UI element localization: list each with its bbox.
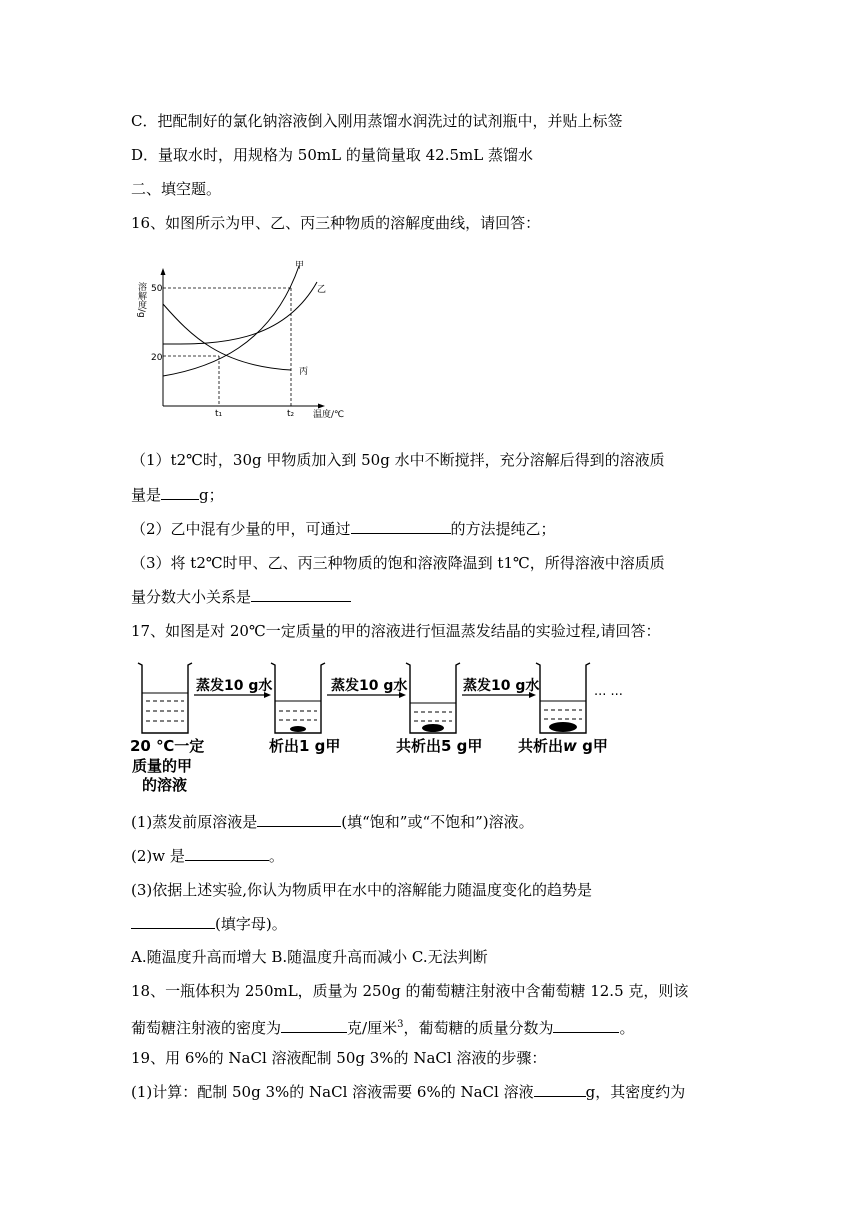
label-bing: 丙 xyxy=(299,367,309,377)
beaker-4 xyxy=(536,663,590,733)
ellipsis: ... ... xyxy=(594,684,623,699)
answer-blank[interactable] xyxy=(161,485,199,500)
solubility-curve-figure xyxy=(131,256,361,421)
q18-line2: 葡萄糖注射液的密度为 克/厘米$^3$，葡萄糖的质量分数为 。 xyxy=(131,1019,635,1037)
answer-blank[interactable] xyxy=(553,1018,619,1033)
option-c: C．把配制好的氯化钠溶液倒入刚用蒸馏水润洗过的试剂瓶中，并贴上标签 xyxy=(131,112,623,130)
q16-part1-line1: （1）t2℃时，30g 甲物质加入到 50g 水中不断搅拌，充分溶解后得到的溶液质 xyxy=(131,451,665,469)
answer-blank[interactable] xyxy=(131,914,215,929)
answer-blank[interactable] xyxy=(257,812,341,827)
curve-jia xyxy=(163,266,299,376)
curve-bing xyxy=(163,304,291,370)
answer-blank[interactable] xyxy=(351,519,451,534)
option-d: D．量取水时，用规格为 50mL 的量筒量取 42.5mL 蒸馏水 xyxy=(131,146,533,164)
q17-part3-line1: (3)依据上述实验,你认为物质甲在水中的溶解能力随温度变化的趋势是 xyxy=(131,881,593,899)
q19-part1: (1)计算：配制 50g 3%的 NaCl 溶液需要 6%的 NaCl 溶液 g，其密度约为 xyxy=(131,1083,686,1101)
answer-blank[interactable] xyxy=(251,587,351,602)
question-18: 18、一瓶体积为 250mL，质量为 250g 的葡萄糖注射液中含葡萄糖 12.5 克，则该 xyxy=(131,982,689,1000)
q17-part3-line2: (填字母)。 xyxy=(131,914,287,934)
arrow-label-2: 蒸发10 g水 xyxy=(331,678,408,694)
question-19: 19、用 6%的 NaCl 溶液配制 50g 3%的 NaCl 溶液的步骤： xyxy=(131,1049,547,1067)
answer-blank[interactable] xyxy=(281,1018,347,1033)
q17-options: A.随温度升高而增大 B.随温度升高而减小 C.无法判断 xyxy=(131,948,488,966)
caption-2: 析出1 g甲 xyxy=(269,737,341,755)
caption-1-line3: 的溶液 xyxy=(142,776,188,794)
y-tick-50: 50 xyxy=(151,284,163,294)
beaker-3 xyxy=(406,663,460,733)
q16-part2: （2）乙中混有少量的甲，可通过 的方法提纯乙； xyxy=(131,520,556,538)
q16-part3-line1: （3）将 t2℃时甲、乙、丙三种物质的饱和溶液降温到 t1℃，所得溶液中溶质质 xyxy=(131,554,665,572)
arrow-label-1: 蒸发10 g水 xyxy=(196,678,273,694)
q17-part1: (1)蒸发前原溶液是 (填“饱和”或“不饱和”)溶液。 xyxy=(131,813,534,831)
section-heading: 二、填空题。 xyxy=(131,180,222,198)
x-tick-t2: t₂ xyxy=(287,409,295,419)
question-17: 17、如图是对 20℃一定质量的甲的溶液进行恒温蒸发结晶的实验过程,请回答： xyxy=(131,622,661,640)
answer-blank[interactable] xyxy=(534,1082,586,1097)
y-tick-20: 20 xyxy=(151,353,163,363)
label-yi: 乙 xyxy=(317,285,327,295)
q16-part1-line2: 量是 g； xyxy=(131,486,224,504)
beaker-2 xyxy=(271,663,325,733)
arrow-label-3: 蒸发10 g水 xyxy=(463,678,540,694)
caption-1-line1: 20 ℃一定 xyxy=(130,737,205,755)
beaker-1 xyxy=(138,663,192,733)
q16-part3-line2: 量分数大小关系是 xyxy=(131,587,351,607)
evaporation-figure xyxy=(128,657,638,797)
caption-4: 共析出w g甲 xyxy=(518,737,608,755)
caption-3: 共析出5 g甲 xyxy=(396,737,483,755)
curve-yi xyxy=(163,282,317,344)
caption-1-line2: 质量的甲 xyxy=(132,757,193,775)
y-axis-label: 溶解度/g xyxy=(136,282,146,318)
x-tick-t1: t₁ xyxy=(215,409,223,419)
question-16: 16、如图所示为甲、乙、丙三种物质的溶解度曲线，请回答： xyxy=(131,214,541,232)
q17-part2: (2)w 是 。 xyxy=(131,847,284,865)
label-jia: 甲 xyxy=(295,261,305,271)
x-axis-label: 温度/℃ xyxy=(313,410,345,420)
answer-blank[interactable] xyxy=(185,846,269,861)
